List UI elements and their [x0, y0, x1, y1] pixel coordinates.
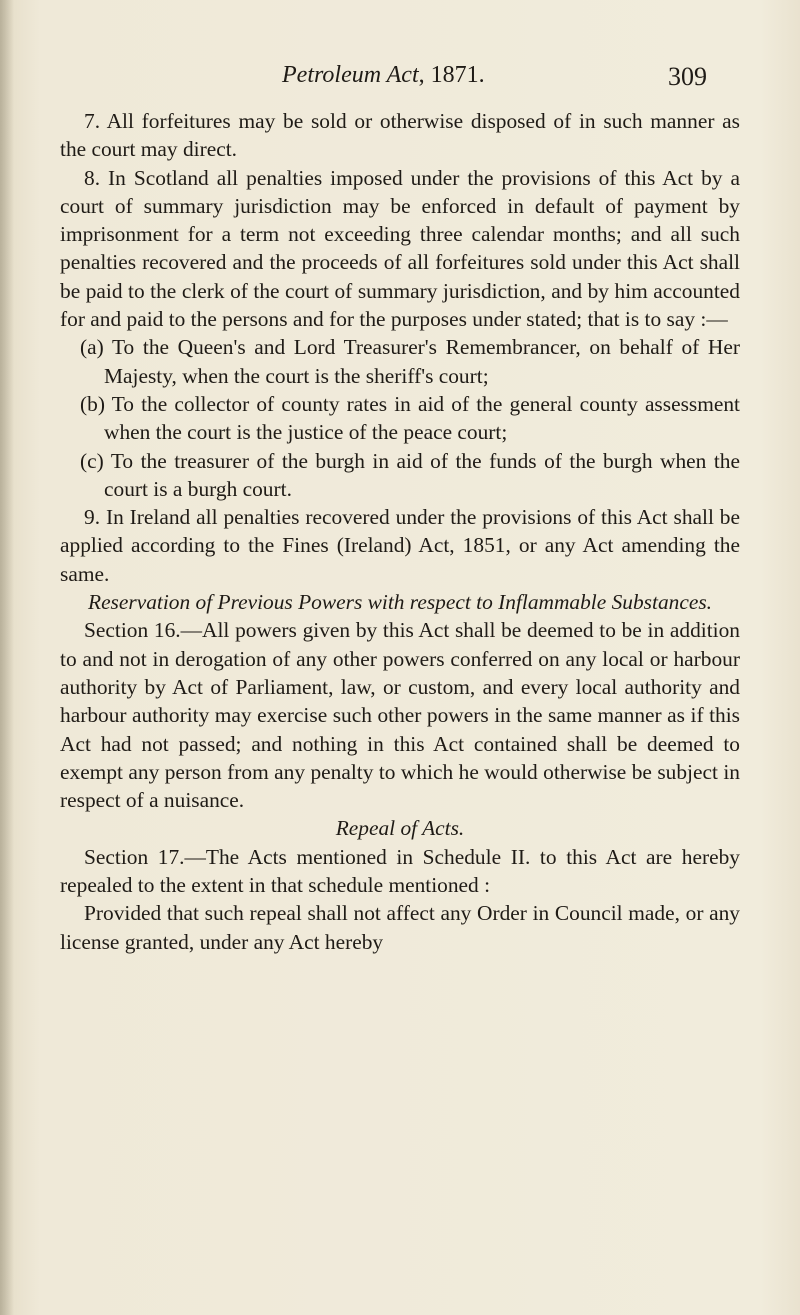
proviso-text: Provided that such repeal shall not affect any Order in Council made, or any license granted, under any Act hereby	[60, 901, 740, 954]
running-title-act: Petroleum Act	[282, 62, 419, 88]
binding-gutter-shadow	[0, 0, 14, 1315]
running-title-year: , 1871.	[418, 62, 485, 88]
page-body	[60, 107, 740, 956]
page-number: 309	[668, 62, 707, 91]
section-heading-reservation: Reservation of Previous Powers with respect to Inflammable Substances.	[88, 590, 712, 615]
section-heading-repeal: Repeal of Acts.	[335, 816, 465, 841]
list-item-c: (c) To the treasurer of the burgh in aid of the funds of the burgh when the court is a burgh court.	[80, 448, 740, 501]
paragraph-8: 8. In Scotland all penalties imposed under the provisions of this Act by a court of summary jurisdiction may be enforced in default of payment by imprisonment for a term not exceeding three calendar months; and all such penalties recovered and the proceeds of all forfeitures sold under this Act shall be paid to the clerk of the court of summary jurisdiction, and by him accounted for and paid to the persons and for the purposes under stated; that is to say :—	[60, 165, 740, 332]
running-title	[282, 62, 485, 89]
list-item-b: (b) To the collector of county rates in aid of the general county assessment when the court is the justice of the peace court;	[80, 391, 740, 445]
page-header	[0, 58, 800, 98]
section-17-text: Section 17.—The Acts mentioned in Schedule II. to this Act are hereby repealed to the extent in that schedule mentioned :	[60, 844, 740, 898]
list-item-a: (a) To the Queen's and Lord Treasurer's Remembrancer, on behalf of Her Majesty, when the court is the sheriff's court;	[80, 335, 740, 388]
paragraph-7: 7. All forfeitures may be sold or otherwise disposed of in such manner as the court may direct.	[60, 109, 740, 162]
paragraph-9: 9. In Ireland all penalties recovered under the provisions of this Act shall be applied according to the Fines (Ireland) Act, 1851, or any Act amending the same.	[60, 505, 740, 586]
section-16-text: Section 16.—All powers given by this Act shall be deemed to be in addition to and not in derogation of any other powers conferred on any local or harbour authority by Act of Parliament, law, or custom, and every local authority and harbour authority may exercise such other powers in the same manner as if this Act had not passed; and nothing in this Act contained shall be deemed to exempt any person from any penalty to which he would otherwise be subject in respect of a nuisance.	[60, 618, 740, 813]
